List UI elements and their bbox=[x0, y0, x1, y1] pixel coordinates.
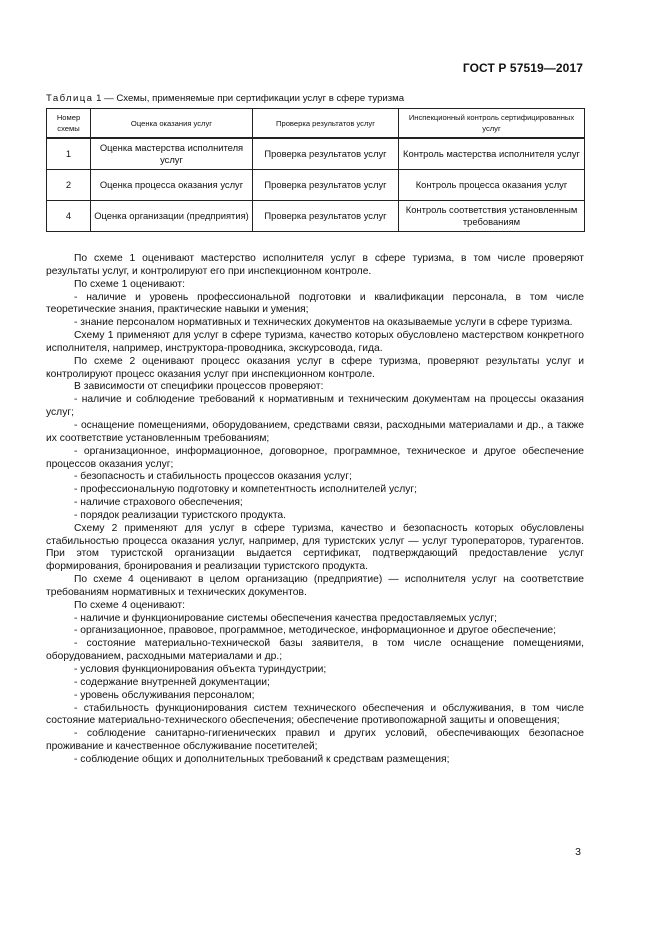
paragraph: По схеме 1 оценивают: bbox=[74, 278, 185, 290]
header-scheme-number: Номер схемы bbox=[47, 109, 91, 139]
list-item: - порядок реализации туристского продукта. bbox=[74, 509, 287, 521]
certification-schemes-table bbox=[46, 108, 585, 232]
list-item: - организационное, информационное, договорное, программное, техническое и другое обеспечение процессов оказания услуг; bbox=[46, 445, 584, 470]
cell-results-check: Проверка результатов услуг bbox=[253, 170, 399, 201]
cell-inspection-control: Контроль мастерства исполнителя услуг bbox=[399, 138, 585, 170]
list-item: - условия функционирования объекта туриндустрии; bbox=[74, 664, 327, 675]
list-item: - организационное, правовое, программное, методическое, информационное и другое обеспечение; bbox=[74, 625, 556, 637]
list-item: - наличие и соблюдение требований к нормативным и техническим документам на процессы оказания услуг; bbox=[46, 394, 584, 419]
paragraph: По схеме 2 оценивают процесс оказания услуг в сфере туризма, проверяют результаты услуг и контролируют процесс оказания услуг при инспекционном контроле. bbox=[46, 355, 584, 380]
list-item: - наличие и уровень профессиональной подготовки и квалификации персонала, в том числе теоретические знания, практические навыки и умения; bbox=[46, 291, 584, 316]
list-item: - стабильность функционирования систем технического обеспечения и обслуживания, в том числе состояние материально-технического обеспечения; обеспечение противопожарной защиты и оповещения; bbox=[46, 702, 584, 727]
cell-service-assessment: Оценка процесса оказания услуг bbox=[91, 170, 253, 201]
cell-scheme-number: 2 bbox=[47, 170, 91, 201]
list-item: - наличие страхового обеспечения; bbox=[74, 497, 243, 509]
table-caption-label: Таблица bbox=[46, 93, 94, 104]
list-item: - безопасность и стабильность процессов оказания услуг; bbox=[74, 471, 352, 483]
cell-scheme-number: 1 bbox=[47, 138, 91, 170]
table-row bbox=[47, 170, 585, 201]
cell-results-check: Проверка результатов услуг bbox=[253, 138, 399, 170]
list-item: - соблюдение санитарно-гигиенических правил и других условий, обеспечивающих безопасное проживание и качественное обслуживание посетителей; bbox=[46, 728, 584, 753]
list-item: - содержание внутренней документации; bbox=[74, 676, 270, 688]
cell-results-check: Проверка результатов услуг bbox=[253, 201, 399, 232]
list-item: - наличие и функционирование системы обеспечения качества предоставляемых услуг; bbox=[74, 612, 498, 624]
header-results-check: Проверка результатов услуг bbox=[253, 109, 399, 139]
header-inspection-control: Инспекционный контроль сертифицированных услуг bbox=[399, 109, 585, 139]
page-number: 3 bbox=[575, 846, 581, 858]
paragraph: Схему 1 применяют для услуг в сфере туризма, качество которых обусловлено мастерством конкретного исполнителя, например, инструктора-проводника, экскурсовода, гида. bbox=[46, 330, 584, 354]
paragraph: По схеме 1 оценивают мастерство исполнителя услуг в сфере туризма, в том числе проверяют результаты услуг, и контролируют его при инспекционном контроле. bbox=[46, 253, 584, 277]
paragraph: По схеме 4 оценивают: bbox=[74, 599, 185, 611]
list-item: - профессиональную подготовку и компетентность исполнителей услуг; bbox=[74, 484, 417, 496]
body-text bbox=[46, 253, 584, 767]
paragraph: В зависимости от специфики процессов проверяют: bbox=[74, 381, 324, 393]
list-item: - уровень обслуживания персоналом; bbox=[74, 689, 255, 701]
list-item: - знание персоналом нормативных и технических документов на оказываемые услуги в сфере туризма. bbox=[74, 317, 573, 329]
table-caption bbox=[46, 93, 404, 104]
cell-inspection-control: Контроль процесса оказания услуг bbox=[399, 170, 585, 201]
cell-service-assessment: Оценка мастерства исполнителя услуг bbox=[91, 138, 253, 170]
paragraph: Схему 2 применяют для услуг в сфере туризма, качество и безопасность которых обусловлены стабильностью процесса оказания услуг, например, для туристских услуг — услуг туроператоров, турагентов. При этом туристской организации выдается сертификат, подтверждающий предоставление услуг формирования, бронирования и реализации туристского продукта. bbox=[46, 522, 584, 573]
paragraph: По схеме 4 оценивают в целом организацию (предприятие) — исполнителя услуг на соответствие требованиям нормативных и технических документов. bbox=[46, 574, 584, 598]
list-item: - состояние материально-технической базы заявителя, в том числе оснащение помещениями, оборудованием, расходными материалами и др.; bbox=[46, 638, 584, 663]
table-row bbox=[47, 138, 585, 170]
standard-code-header: ГОСТ Р 57519—2017 bbox=[462, 61, 583, 75]
cell-inspection-control: Контроль соответствия установленным требованиям bbox=[399, 201, 585, 232]
list-item: - оснащение помещениями, оборудованием, средствами связи, расходными материалами и др., а также их соответствие установленным требованиям; bbox=[46, 419, 584, 444]
table-caption-text: 1 — Схемы, применяемые при сертификации услуг в сфере туризма bbox=[93, 93, 405, 104]
table-header-row bbox=[47, 109, 585, 139]
cell-service-assessment: Оценка организации (предприятия) bbox=[91, 201, 253, 232]
list-item: - соблюдение общих и дополнительных требований к средствам размещения; bbox=[74, 753, 450, 765]
table-row bbox=[47, 201, 585, 232]
cell-scheme-number: 4 bbox=[47, 201, 91, 232]
header-service-assessment: Оценка оказания услуг bbox=[91, 109, 253, 139]
